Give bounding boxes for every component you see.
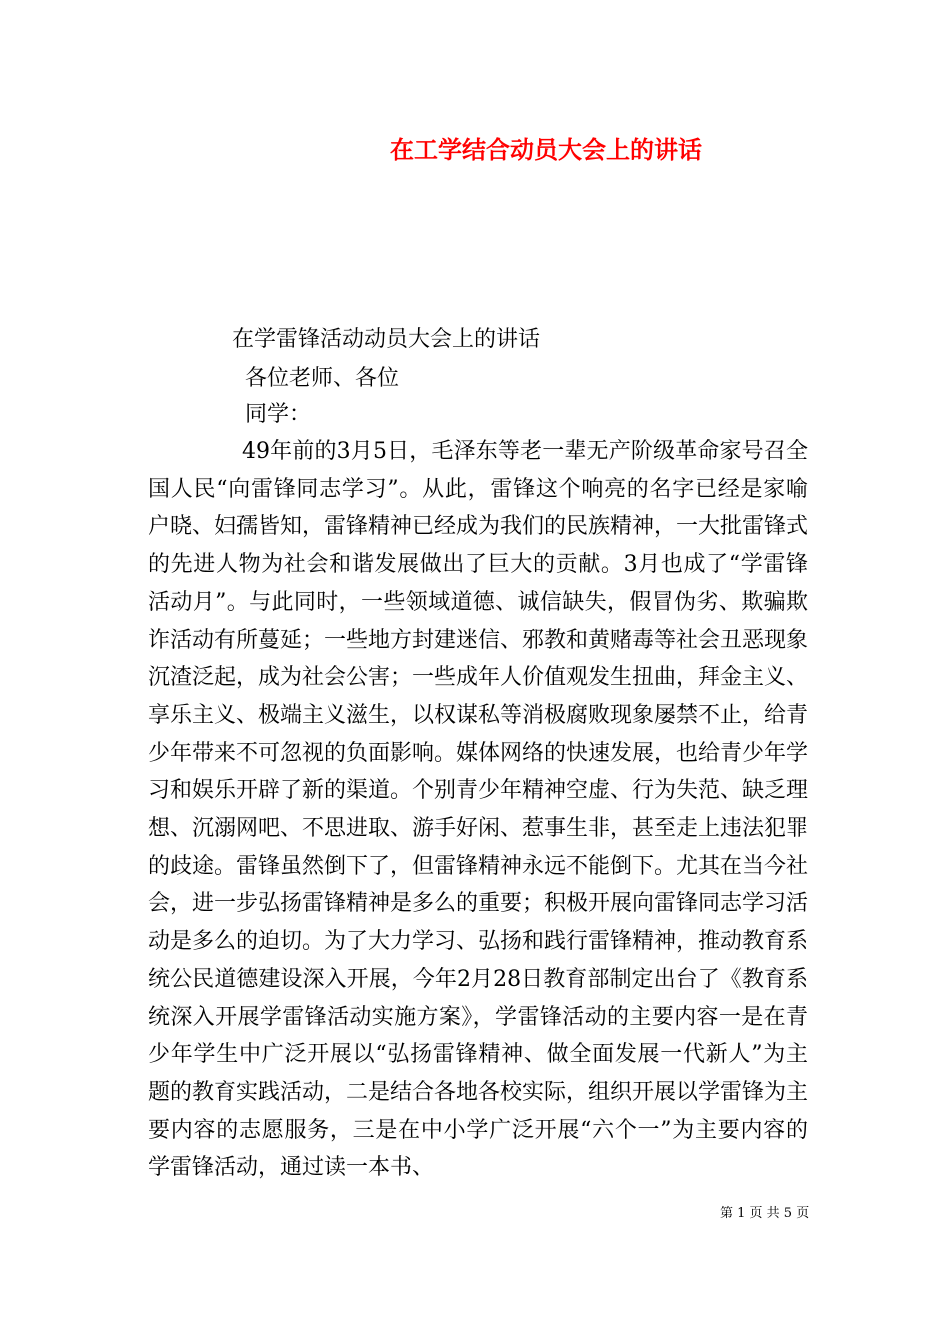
- document-title: 在工学结合动员大会上的讲话: [390, 135, 702, 164]
- speech-title: 在学雷锋活动动员大会上的讲话: [232, 327, 541, 352]
- page-number-footer: 第 1 页 共 5 页: [720, 1206, 810, 1221]
- greeting-line-1: 各位老师、各位: [245, 366, 400, 391]
- body-paragraph: 49年前的3月5日，毛泽东等老一辈无产阶级革命家号召全国人民“向雷锋同志学习”。从此，雷锋这个响亮的名字已经是家喻户晓、妇孺皆知，雷锋精神已经成为我们的民族精神，一大批雷锋式的先进人物为社会和谐发展做出了巨大的贡献。3月也成了“学雷锋活动月”。与此同时，一些领域道德、诚信缺失，假冒伪劣、欺骗欺诈活动有所蔓延；一些地方封建迷信、邪教和黄赌毒等社会丑恶现象沉渣泛起，成为社会公害；一些成年人价值观发生扭曲，拜金主义、享乐主义、极端主义滋生，以权谋私等消极腐败现象屡禁不止，给青少年带来不可忽视的负面影响。媒体网络的快速发展，也给青少年学习和娱乐开辟了新的渠道。个别青少年精神空虚、行为失范、缺乏理想、沉溺网吧、不思进取、游手好闲、惹事生非，甚至走上违法犯罪的歧途。雷锋虽然倒下了，但雷锋精神永远不能倒下。尤其在当今社会，进一步弘扬雷锋精神是多么的重要；积极开展向雷锋同志学习活动是多么的迫切。为了大力学习、弘扬和践行雷锋精神，推动教育系统公民道德建设深入开展，今年2月28日教育部制定出台了《教育系统深入开展学雷锋活动实施方案》，学雷锋活动的主要内容一是在青少年学生中广泛开展以“弘扬雷锋精神、做全面发展一代新人”为主题的教育实践活动，二是结合各地各校实际，组织开展以学雷锋为主要内容的志愿服务，三是在中小学广泛开展“六个一”为主要内容的学雷锋活动，通过读一本书、: [148, 439, 809, 1181]
- greeting-line-2: 同学：: [245, 402, 312, 427]
